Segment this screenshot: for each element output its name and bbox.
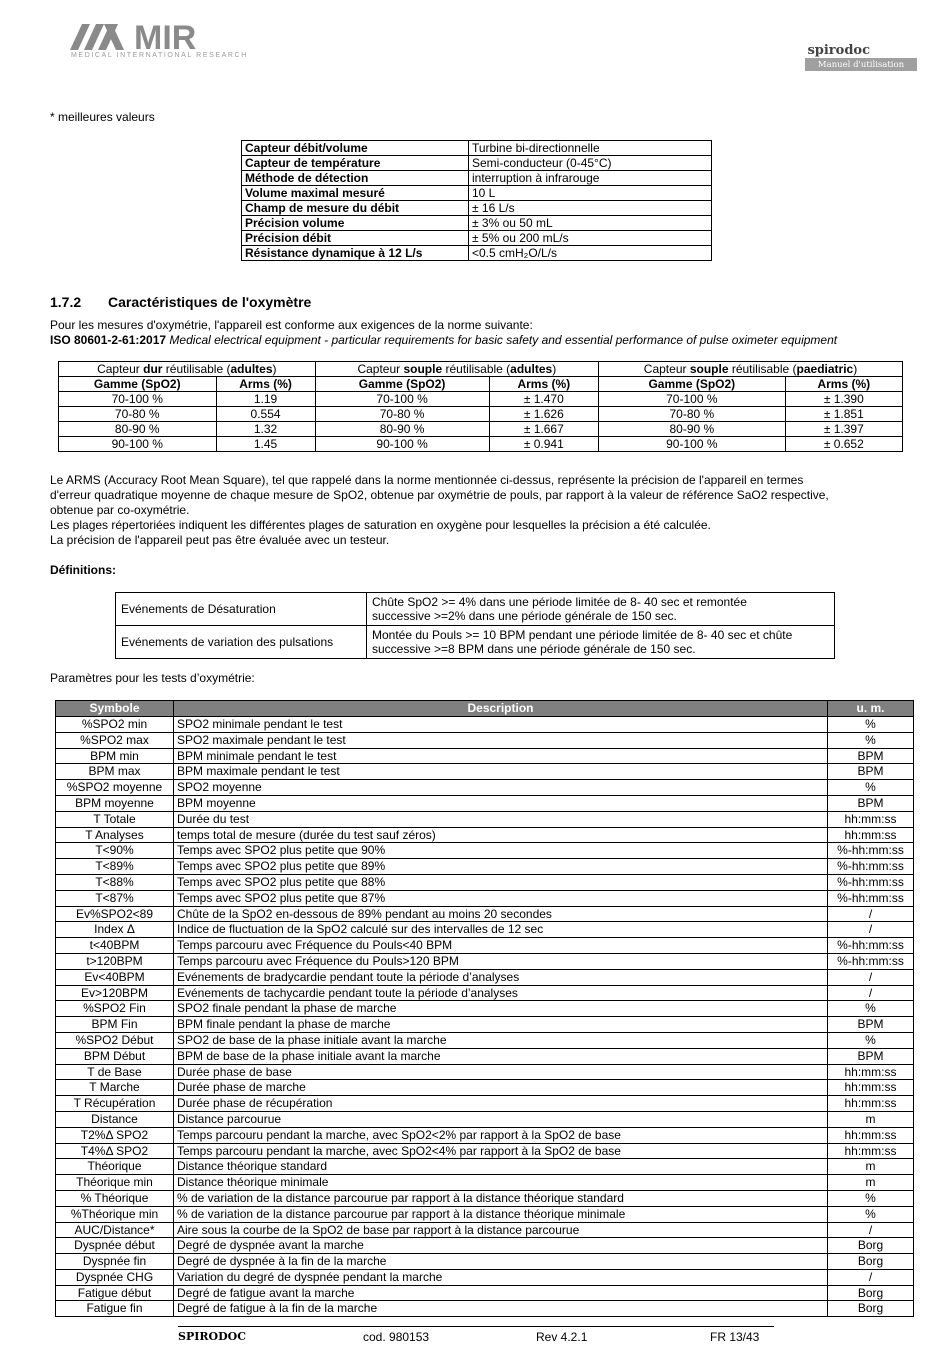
spec-label: Capteur de température [242, 156, 469, 171]
unit-cell: % [828, 1206, 914, 1222]
description-cell: Distance théorique minimale [174, 1175, 828, 1191]
logo-subtitle: MEDICAL INTERNATIONAL RESEARCH [71, 52, 248, 59]
spec-row [242, 231, 712, 246]
definition-term: Evénements de Désaturation [116, 593, 367, 626]
gamme-cell: 80-90 % [599, 422, 786, 437]
symbol-cell: Théorique [56, 1159, 174, 1175]
spec-label: Volume maximal mesuré [242, 186, 469, 201]
symbol-cell: T Récupération [56, 1096, 174, 1112]
spec-row [242, 246, 712, 261]
table-row [56, 1096, 914, 1112]
table-row [56, 1301, 914, 1317]
arms-cell: ± 1.626 [489, 407, 598, 422]
unit-cell: / [828, 1269, 914, 1285]
definition-row [116, 626, 835, 659]
symbol-cell: Ev>120BPM [56, 985, 174, 1001]
spec-label: Champ de mesure du débit [242, 201, 469, 216]
symbol-cell: T Marche [56, 1080, 174, 1096]
oximetry-parameters-table [55, 700, 914, 1317]
spec-value: ± 16 L/s [469, 201, 712, 216]
unit-cell: BPM [828, 1048, 914, 1064]
unit-cell: / [828, 969, 914, 985]
spec-value: ± 5% ou 200 mL/s [469, 231, 712, 246]
description-cell: BPM minimale pendant le test [174, 748, 828, 764]
unit-cell: / [828, 985, 914, 1001]
definition-desc: Montée du Pouls >= 10 BPM pendant une période limitée de 8- 40 sec et chûte successive >=8 BPM dans une période générale de 150 sec. [367, 626, 835, 659]
iso-standard [50, 333, 837, 348]
symbol-cell: t<40BPM [56, 938, 174, 954]
footer-page-number: FR 13/43 [710, 1330, 760, 1344]
description-cell: Indice de fluctuation de la SpO2 calculé sur des intervalles de 12 sec [174, 922, 828, 938]
table-row [56, 1238, 914, 1254]
description-cell: SPO2 de base de la phase initiale avant la marche [174, 1032, 828, 1048]
description-cell: BPM moyenne [174, 795, 828, 811]
description-cell: BPM maximale pendant le test [174, 764, 828, 780]
table-row [56, 1111, 914, 1127]
symbol-cell: Fatigue début [56, 1285, 174, 1301]
symbol-cell: BPM Début [56, 1048, 174, 1064]
gamme-cell: 70-100 % [59, 392, 217, 407]
arms-cell: 0.554 [216, 407, 315, 422]
best-values-note: * meilleures valeurs [50, 110, 155, 124]
table-row [56, 906, 914, 922]
document-name: spirodoc [807, 43, 870, 58]
description-cell: Durée phase de récupération [174, 1096, 828, 1112]
description-cell: Durée phase de base [174, 1064, 828, 1080]
gamme-cell: 70-100 % [599, 392, 786, 407]
gamme-cell: 70-80 % [599, 407, 786, 422]
table-row [56, 764, 914, 780]
table-row [56, 938, 914, 954]
description-cell: Degré de dyspnée avant la marche [174, 1238, 828, 1254]
spirometer-spec-table [241, 140, 712, 261]
unit-cell: Borg [828, 1285, 914, 1301]
table-row [56, 1175, 914, 1191]
symbol-cell: %SPO2 Début [56, 1032, 174, 1048]
table-header-row [56, 701, 914, 717]
spec-label: Méthode de détection [242, 171, 469, 186]
spec-value: 10 L [469, 186, 712, 201]
paragraph-line: Les plages répertoriées indiquent les différentes plages de saturation en oxygène pour lesquelles la précision a été calculée. [50, 518, 711, 532]
table-row [56, 827, 914, 843]
group-text-bold: souple [689, 362, 729, 376]
symbol-cell: %SPO2 min [56, 717, 174, 733]
table-row [56, 922, 914, 938]
description-cell: Durée phase de marche [174, 1080, 828, 1096]
spec-value: <0.5 cmH₂O/L/s [469, 246, 712, 261]
oximeter-accuracy-table [58, 361, 903, 452]
unit-cell: m [828, 1159, 914, 1175]
description-cell: temps total de mesure (durée du test sauf zéros) [174, 827, 828, 843]
intro-text: Pour les mesures d'oxymétrie, l'appareil est conforme aux exigences de la norme suivante: [50, 318, 533, 332]
unit-cell: %-hh:mm:ss [828, 874, 914, 890]
unit-cell: BPM [828, 764, 914, 780]
footer-revision: Rev 4.2.1 [536, 1330, 588, 1344]
description-cell: Variation du degré de dyspnée pendant la marche [174, 1269, 828, 1285]
description-cell: Temps avec SPO2 plus petite que 88% [174, 874, 828, 890]
symbol-cell: T<87% [56, 890, 174, 906]
unit-cell: hh:mm:ss [828, 811, 914, 827]
col-header-arms: Arms (%) [216, 377, 315, 392]
section-title: Caractéristiques de l'oxymètre [108, 294, 312, 310]
symbol-cell: %SPO2 max [56, 732, 174, 748]
symbol-cell: Ev%SPO2<89 [56, 906, 174, 922]
group-text-bold: dur [143, 362, 163, 376]
unit-cell: % [828, 732, 914, 748]
definition-desc: Chûte SpO2 >= 4% dans une période limitée de 8- 40 sec et remontée successive >=2% dans une période générale de 150 sec. [367, 593, 835, 626]
group-text-bold: paediatric [796, 362, 854, 376]
unit-cell: Borg [828, 1254, 914, 1270]
definitions-heading: Définitions: [50, 563, 116, 577]
spec-value: interruption à infrarouge [469, 171, 712, 186]
table-row [56, 1190, 914, 1206]
spec-label: Résistance dynamique à 12 L/s [242, 246, 469, 261]
description-cell: Temps parcouru pendant la marche, avec SpO2<2% par rapport à la SpO2 de base [174, 1127, 828, 1143]
symbol-cell: % Théorique [56, 1190, 174, 1206]
spec-label: Précision débit [242, 231, 469, 246]
unit-cell: m [828, 1111, 914, 1127]
arms-cell: ± 1.390 [785, 392, 902, 407]
spec-row [242, 216, 712, 231]
symbol-cell: BPM min [56, 748, 174, 764]
table-row [56, 1048, 914, 1064]
gamme-cell: 80-90 % [315, 422, 489, 437]
group-text: ) [272, 362, 277, 376]
document-subtitle: Manuel d'utilisation [805, 59, 917, 71]
arms-cell: ± 1.470 [489, 392, 598, 407]
table-row [59, 422, 903, 437]
symbol-cell: T de Base [56, 1064, 174, 1080]
description-cell: Aire sous la courbe de la SpO2 de base par rapport à la distance parcourue [174, 1222, 828, 1238]
col-header-description: Description [174, 701, 828, 717]
iso-description: Medical electrical equipment - particular requirements for basic safety and essential performance of pulse oximeter equipment [166, 333, 838, 347]
table-row [59, 437, 903, 452]
group-text: ) [853, 362, 858, 376]
unit-cell: Borg [828, 1238, 914, 1254]
symbol-cell: Dyspnée début [56, 1238, 174, 1254]
description-cell: BPM finale pendant la phase de marche [174, 1017, 828, 1033]
description-cell: SPO2 moyenne [174, 780, 828, 796]
description-cell: Durée du test [174, 811, 828, 827]
symbol-cell: Index Δ [56, 922, 174, 938]
description-cell: % de variation de la distance parcourue par rapport à la distance théorique minimale [174, 1206, 828, 1222]
description-cell: Temps avec SPO2 plus petite que 87% [174, 890, 828, 906]
symbol-cell: Dyspnée CHG [56, 1269, 174, 1285]
table-row [56, 1032, 914, 1048]
group-text: réutilisable ( [728, 362, 797, 376]
logo-text: MIR [134, 19, 197, 57]
table-row [56, 953, 914, 969]
paragraph-line: obtenue par co-oxymétrie. [50, 503, 190, 517]
iso-code: ISO 80601-2-61:2017 [50, 333, 167, 347]
description-cell: SPO2 minimale pendant le test [174, 717, 828, 733]
arms-cell: 1.45 [216, 437, 315, 452]
group-text: réutilisable ( [162, 362, 231, 376]
arms-cell: ± 1.851 [785, 407, 902, 422]
unit-cell: BPM [828, 1017, 914, 1033]
table-row [56, 1064, 914, 1080]
table-row [59, 407, 903, 422]
description-cell: Temps avec SPO2 plus petite que 90% [174, 843, 828, 859]
unit-cell: %-hh:mm:ss [828, 890, 914, 906]
group-text: ) [552, 362, 557, 376]
spec-row [242, 201, 712, 216]
spec-row [242, 186, 712, 201]
arms-cell: ± 1.397 [785, 422, 902, 437]
description-cell: Degré de fatigue avant la marche [174, 1285, 828, 1301]
table-row [56, 1080, 914, 1096]
gamme-cell: 70-80 % [315, 407, 489, 422]
table-row [56, 748, 914, 764]
spec-value: Semi-conducteur (0-45°C) [469, 156, 712, 171]
table-row [56, 890, 914, 906]
sensor-group-header [315, 362, 598, 377]
description-cell: Degré de fatigue à la fin de la marche [174, 1301, 828, 1317]
arms-cell: ± 0.652 [785, 437, 902, 452]
symbol-cell: %Théorique min [56, 1206, 174, 1222]
arms-cell: ± 0.941 [489, 437, 598, 452]
unit-cell: %-hh:mm:ss [828, 938, 914, 954]
description-cell: Temps avec SPO2 plus petite que 89% [174, 859, 828, 875]
unit-cell: BPM [828, 748, 914, 764]
description-cell: Chûte de la SpO2 en-dessous de 89% pendant au moins 20 secondes [174, 906, 828, 922]
params-heading: Paramètres pour les tests d’oxymétrie: [50, 671, 255, 685]
symbol-cell: BPM Fin [56, 1017, 174, 1033]
symbol-cell: Théorique min [56, 1175, 174, 1191]
unit-cell: % [828, 1001, 914, 1017]
symbol-cell: Dyspnée fin [56, 1254, 174, 1270]
group-text: Capteur [643, 362, 690, 376]
unit-cell: Borg [828, 1301, 914, 1317]
table-row [56, 1222, 914, 1238]
description-cell: Degré de dyspnée à la fin de la marche [174, 1254, 828, 1270]
group-text: réutilisable ( [442, 362, 511, 376]
unit-cell: / [828, 922, 914, 938]
footer-divider [178, 1326, 774, 1327]
paragraph-line: d'erreur quadratique moyenne de chaque mesure de SpO2, obtenue par oxymétrie de pouls, par rapport à la valeur de référence SaO2 respective, [50, 488, 829, 502]
description-cell: Evénements de tachycardie pendant toute la période d’analyses [174, 985, 828, 1001]
group-text-bold: adultes [510, 362, 553, 376]
description-cell: Temps parcouru avec Fréquence du Pouls<40 BPM [174, 938, 828, 954]
sensor-group-header [599, 362, 903, 377]
col-header-gamme: Gamme (SpO2) [315, 377, 489, 392]
spec-row [242, 156, 712, 171]
unit-cell: %-hh:mm:ss [828, 859, 914, 875]
gamme-cell: 70-100 % [315, 392, 489, 407]
col-header-gamme: Gamme (SpO2) [599, 377, 786, 392]
group-text-bold: adultes [230, 362, 273, 376]
symbol-cell: t>120BPM [56, 953, 174, 969]
description-cell: Evénements de bradycardie pendant toute la période d’analyses [174, 969, 828, 985]
group-text: Capteur [97, 362, 144, 376]
unit-cell: m [828, 1175, 914, 1191]
definition-row [116, 593, 835, 626]
spec-label: Capteur débit/volume [242, 141, 469, 156]
unit-cell: % [828, 780, 914, 796]
table-row [56, 1206, 914, 1222]
table-row [56, 732, 914, 748]
description-cell: Distance parcourue [174, 1111, 828, 1127]
symbol-cell: T<88% [56, 874, 174, 890]
unit-cell: hh:mm:ss [828, 1096, 914, 1112]
unit-cell: hh:mm:ss [828, 1127, 914, 1143]
table-row [56, 859, 914, 875]
unit-cell: % [828, 1190, 914, 1206]
paragraph-line: Le ARMS (Accuracy Root Mean Square), tel que rappelé dans la norme mentionnée ci-dessus, représente la précision de l'appareil en termes [50, 473, 804, 487]
sensor-group-header [59, 362, 316, 377]
spec-row [242, 141, 712, 156]
unit-cell: BPM [828, 795, 914, 811]
symbol-cell: T<89% [56, 859, 174, 875]
description-cell: Temps parcouru avec Fréquence du Pouls>120 BPM [174, 953, 828, 969]
table-row [56, 1001, 914, 1017]
symbol-cell: %SPO2 Fin [56, 1001, 174, 1017]
unit-cell: / [828, 906, 914, 922]
col-header-symbol: Symbole [56, 701, 174, 717]
table-row [56, 969, 914, 985]
spec-value: Turbine bi-directionnelle [469, 141, 712, 156]
spec-label: Précision volume [242, 216, 469, 231]
description-cell: % de variation de la distance parcourue par rapport à la distance théorique standard [174, 1190, 828, 1206]
table-row [56, 874, 914, 890]
table-row [56, 985, 914, 1001]
gamme-cell: 90-100 % [599, 437, 786, 452]
symbol-cell: T<90% [56, 843, 174, 859]
description-cell: SPO2 maximale pendant le test [174, 732, 828, 748]
definitions-table [115, 592, 835, 659]
symbol-cell: Ev<40BPM [56, 969, 174, 985]
page-footer [178, 1330, 774, 1346]
spec-value: ± 3% ou 50 mL [469, 216, 712, 231]
section-number: 1.7.2 [50, 294, 82, 310]
col-header-gamme: Gamme (SpO2) [59, 377, 217, 392]
table-row [56, 811, 914, 827]
description-cell: Distance théorique standard [174, 1159, 828, 1175]
symbol-cell: AUC/Distance* [56, 1222, 174, 1238]
definition-term: Evénements de variation des pulsations [116, 626, 367, 659]
arms-cell: 1.19 [216, 392, 315, 407]
footer-code: cod. 980153 [363, 1330, 430, 1344]
unit-cell: hh:mm:ss [828, 1143, 914, 1159]
group-text: Capteur [357, 362, 404, 376]
table-row [56, 1143, 914, 1159]
unit-cell: hh:mm:ss [828, 1080, 914, 1096]
table-row [56, 780, 914, 796]
symbol-cell: Fatigue fin [56, 1301, 174, 1317]
col-header-arms: Arms (%) [785, 377, 902, 392]
unit-cell: hh:mm:ss [828, 1064, 914, 1080]
symbol-cell: BPM max [56, 764, 174, 780]
symbol-cell: T2%Δ SPO2 [56, 1127, 174, 1143]
table-row [56, 1159, 914, 1175]
arms-cell: 1.32 [216, 422, 315, 437]
table-row [56, 1127, 914, 1143]
gamme-cell: 80-90 % [59, 422, 217, 437]
paragraph-line: La précision de l'appareil peut pas être évaluée avec un testeur. [50, 533, 390, 547]
symbol-cell: %SPO2 moyenne [56, 780, 174, 796]
unit-cell: / [828, 1222, 914, 1238]
symbol-cell: BPM moyenne [56, 795, 174, 811]
gamme-cell: 90-100 % [315, 437, 489, 452]
arms-paragraph [50, 473, 910, 548]
gamme-cell: 90-100 % [59, 437, 217, 452]
symbol-cell: T Totale [56, 811, 174, 827]
unit-cell: %-hh:mm:ss [828, 843, 914, 859]
section-heading [50, 294, 311, 310]
table-row [56, 1285, 914, 1301]
col-header-arms: Arms (%) [489, 377, 598, 392]
unit-cell: % [828, 1032, 914, 1048]
unit-cell: % [828, 717, 914, 733]
col-header-unit: u. m. [828, 701, 914, 717]
table-row [59, 392, 903, 407]
table-row [56, 795, 914, 811]
arms-cell: ± 1.667 [489, 422, 598, 437]
description-cell: Temps parcouru pendant la marche, avec SpO2<4% par rapport à la SpO2 de base [174, 1143, 828, 1159]
gamme-cell: 70-80 % [59, 407, 217, 422]
symbol-cell: T Analyses [56, 827, 174, 843]
symbol-cell: T4%Δ SPO2 [56, 1143, 174, 1159]
table-row [56, 1017, 914, 1033]
spec-row [242, 171, 712, 186]
table-row [56, 843, 914, 859]
footer-product: SPIRODOC [178, 1330, 246, 1343]
unit-cell: %-hh:mm:ss [828, 953, 914, 969]
table-row [56, 1254, 914, 1270]
table-row [56, 1269, 914, 1285]
unit-cell: hh:mm:ss [828, 827, 914, 843]
description-cell: SPO2 finale pendant la phase de marche [174, 1001, 828, 1017]
group-text-bold: souple [403, 362, 443, 376]
description-cell: BPM de base de la phase initiale avant la marche [174, 1048, 828, 1064]
symbol-cell: Distance [56, 1111, 174, 1127]
table-row [56, 717, 914, 733]
